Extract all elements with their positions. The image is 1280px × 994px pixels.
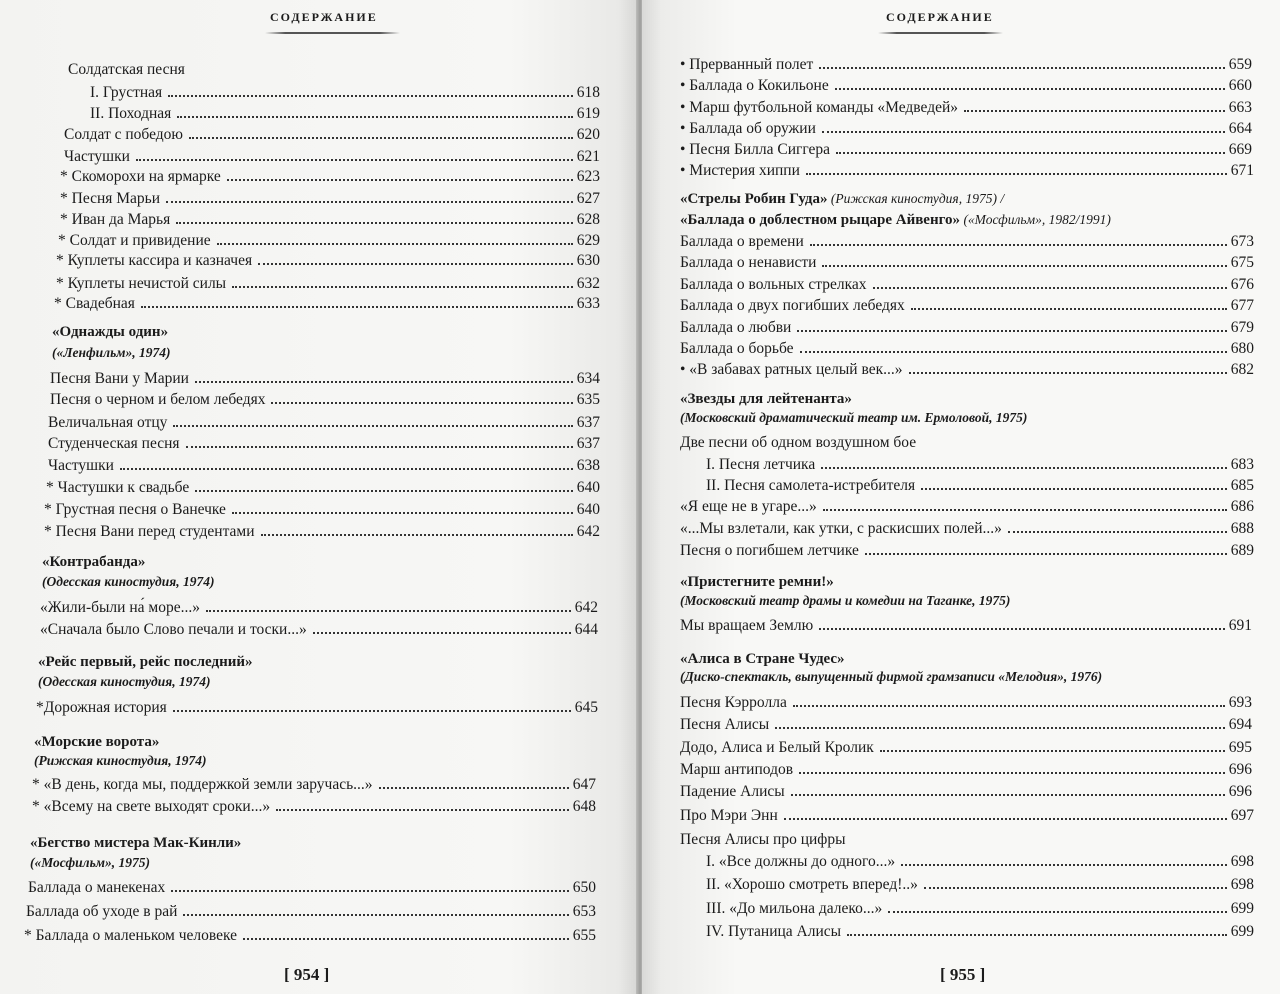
dot-leader xyxy=(775,727,1225,729)
toc-entry xyxy=(680,98,1252,119)
entry-title: Песня о погибшем летчике xyxy=(680,542,859,559)
entry-title: Частушки xyxy=(48,457,114,474)
toc-entry xyxy=(680,232,1254,253)
dot-leader xyxy=(793,705,1225,707)
toc-entry xyxy=(56,274,600,295)
toc-entry xyxy=(680,782,1252,803)
entry-title: * Баллада о маленьком человеке xyxy=(24,927,238,944)
entry-page-number: 682 xyxy=(1230,361,1254,378)
dot-leader xyxy=(924,887,1227,889)
entry-title: Две песни об одном воздушном бое xyxy=(680,434,917,451)
entry-title: * «В день, когда мы, поддержкой земли заручась...» xyxy=(32,776,373,793)
entry-page-number: 698 xyxy=(1230,876,1254,893)
dot-leader xyxy=(186,446,573,448)
dot-leader xyxy=(141,306,573,308)
toc-entry xyxy=(680,119,1252,140)
toc-entry xyxy=(40,598,598,619)
entry-page-number: 676 xyxy=(1230,276,1254,293)
entry-title: Баллада о любви xyxy=(680,319,792,336)
entry-page-number: 640 xyxy=(576,501,600,518)
entry-page-number: 637 xyxy=(576,435,600,452)
toc-entry xyxy=(26,902,596,923)
entry-page-number: 696 xyxy=(1228,783,1252,800)
section-subtitle: («Ленфильм», 1974) xyxy=(52,345,171,360)
entry-page-number: 696 xyxy=(1228,761,1252,778)
entry-page-number: 688 xyxy=(1230,520,1254,537)
dot-leader xyxy=(195,381,573,383)
dot-leader xyxy=(177,116,572,118)
entry-page-number: 677 xyxy=(1230,297,1254,314)
toc-entry xyxy=(680,693,1252,714)
toc-entry xyxy=(56,251,600,272)
entry-title: «Сначала было Слово печали и тоски...» xyxy=(40,621,307,638)
dot-leader xyxy=(800,351,1227,353)
entry-title: * Песня Вани перед студентами xyxy=(44,523,255,540)
entry-title: «...Мы взлетали, как утки, с раскисших полей...» xyxy=(680,520,1002,537)
toc-entry xyxy=(680,296,1254,317)
toc-entry xyxy=(706,899,1254,920)
section-heading xyxy=(42,553,145,572)
entry-title: * Иван да Марья xyxy=(60,211,171,228)
dot-leader xyxy=(1008,531,1227,533)
entry-page-number: 621 xyxy=(576,148,600,165)
entry-title: Баллада о двух погибших лебедях xyxy=(680,297,905,314)
toc-entry xyxy=(680,161,1254,182)
dot-leader xyxy=(227,179,573,181)
entry-title: • Марш футбольной команды «Медведей» xyxy=(680,99,959,116)
dot-leader xyxy=(176,222,573,224)
entry-page-number: 691 xyxy=(1228,617,1252,634)
section-subtitle: (Рижская киностудия, 1974) xyxy=(34,753,207,768)
entry-title: II. «Хорошо смотреть вперед!..» xyxy=(706,876,918,893)
entry-page-number: 628 xyxy=(576,211,600,228)
toc-entry xyxy=(706,852,1254,873)
entry-page-number: 647 xyxy=(572,776,596,793)
entry-page-number: 699 xyxy=(1230,923,1254,940)
toc-entry xyxy=(58,231,600,252)
entry-title: * «Всему на свете выходят сроки...» xyxy=(32,798,271,815)
section-title: «Однажды один» xyxy=(52,324,169,340)
entry-page-number: 618 xyxy=(576,84,600,101)
entry-page-number: 683 xyxy=(1230,456,1254,473)
dot-leader xyxy=(258,263,573,265)
entry-title: * Песня Марьи xyxy=(60,190,161,207)
entry-title: Падение Алисы xyxy=(680,783,785,800)
section-title: «Контрабанда» xyxy=(42,554,146,570)
entry-page-number: 630 xyxy=(576,252,600,269)
toc-entry xyxy=(64,147,600,168)
entry-title: Песня Кэрролла xyxy=(680,694,787,711)
dot-leader xyxy=(865,553,1227,555)
dot-leader xyxy=(784,818,1227,820)
section-heading xyxy=(680,210,1111,230)
entry-title: Баллада о вольных стрелках xyxy=(680,276,867,293)
entry-page-number: 650 xyxy=(572,879,596,896)
entry-page-number: 644 xyxy=(574,621,598,638)
entry-page-number: 697 xyxy=(1230,807,1254,824)
entry-title: II. Песня самолета-истребителя xyxy=(706,477,916,494)
toc-entry xyxy=(680,275,1254,296)
entry-title: I. «Все должны до одного...» xyxy=(706,853,896,870)
entry-title: III. «До мильона далеко...» xyxy=(706,900,883,917)
entry-title: II. Походная xyxy=(90,105,172,122)
dot-leader xyxy=(822,131,1225,133)
dot-leader xyxy=(232,512,573,514)
toc-entry xyxy=(680,541,1254,562)
section-title: «Бегство мистера Мак-Кинли» xyxy=(30,835,242,851)
entry-page-number: 694 xyxy=(1228,716,1252,733)
dot-leader xyxy=(379,787,569,789)
dot-leader xyxy=(173,425,572,427)
toc-entry xyxy=(680,806,1254,827)
dot-leader xyxy=(823,509,1227,511)
entry-page-number: 675 xyxy=(1230,254,1254,271)
entry-title: • Песня Билла Сиггера xyxy=(680,141,831,158)
section-note: («Мосфильм», 1982/1991) xyxy=(960,212,1111,227)
entry-page-number: 699 xyxy=(1230,900,1254,917)
entry-title: Марш антиподов xyxy=(680,761,794,778)
toc-entry xyxy=(28,878,596,899)
toc-entry xyxy=(46,478,600,499)
toc-entry xyxy=(60,167,600,188)
entry-title: * Грустная песня о Ванечке xyxy=(44,501,226,518)
dot-leader xyxy=(806,173,1227,175)
toc-entry xyxy=(706,875,1254,896)
entry-page-number: 680 xyxy=(1230,340,1254,357)
section-heading xyxy=(680,650,845,669)
toc-entry xyxy=(50,390,600,411)
entry-page-number: 655 xyxy=(572,927,596,944)
toc-entry xyxy=(680,760,1252,781)
running-head: СОДЕРЖАНИЕ xyxy=(270,10,378,24)
toc-entry xyxy=(68,60,608,81)
dot-leader xyxy=(921,488,1227,490)
toc-entry xyxy=(60,189,600,210)
entry-title: «Жили-были на́ море...» xyxy=(40,599,200,616)
entry-title: Песня Алисы про цифры xyxy=(680,831,846,848)
entry-title: I. Песня летчика xyxy=(706,456,816,473)
toc-entry xyxy=(48,434,600,455)
entry-title: «Я еще не в угаре...» xyxy=(680,498,817,515)
entry-page-number: 664 xyxy=(1228,120,1252,137)
dot-leader xyxy=(810,244,1227,246)
entry-page-number: 629 xyxy=(576,232,600,249)
entry-title: • «В забавах ратных целый век...» xyxy=(680,361,903,378)
entry-title: * Солдат и привидение xyxy=(58,232,211,249)
section-title: «Баллада о доблестном рыцаре Айвенго» xyxy=(680,212,961,228)
toc-entry xyxy=(32,797,596,818)
entry-title: * Частушки к свадьбе xyxy=(46,479,190,496)
entry-page-number: 632 xyxy=(576,275,600,292)
entry-page-number: 685 xyxy=(1230,477,1254,494)
entry-title: • Мистерия хиппи xyxy=(680,162,800,179)
toc-entry xyxy=(680,715,1252,736)
entry-page-number: 619 xyxy=(576,105,600,122)
dot-leader xyxy=(206,610,571,612)
entry-title: • Прерванный полет xyxy=(680,56,814,73)
entry-page-number: 623 xyxy=(576,168,600,185)
dot-leader xyxy=(901,864,1227,866)
section-title: «Звезды для лейтенанта» xyxy=(680,391,852,407)
entry-title: * Скоморохи на ярмарке xyxy=(60,168,221,185)
section-heading xyxy=(30,834,241,853)
toc-entry xyxy=(680,433,1254,454)
page-number: [ 955 ] xyxy=(940,965,986,984)
toc-entry xyxy=(680,339,1254,360)
entry-title: Мы вращаем Землю xyxy=(680,617,814,634)
dot-leader xyxy=(819,628,1225,630)
entry-page-number: 638 xyxy=(576,457,600,474)
running-head-rule xyxy=(878,32,1003,34)
dot-leader xyxy=(217,243,573,245)
section-subtitle: («Мосфильм», 1975) xyxy=(30,855,150,870)
section-heading xyxy=(52,323,168,342)
toc-entry xyxy=(36,698,598,719)
toc-entry xyxy=(48,413,600,434)
entry-page-number: 659 xyxy=(1228,56,1252,73)
entry-page-number: 640 xyxy=(576,479,600,496)
entry-title: Песня Вани у Марии xyxy=(50,370,189,387)
entry-page-number: 669 xyxy=(1228,141,1252,158)
entry-title: Студенческая песня xyxy=(48,435,180,452)
toc-entry xyxy=(50,369,600,390)
dot-leader xyxy=(888,911,1226,913)
entry-title: Величальная отцу xyxy=(48,414,168,431)
entry-page-number: 653 xyxy=(572,903,596,920)
dot-leader xyxy=(232,286,573,288)
entry-page-number: 679 xyxy=(1230,319,1254,336)
dot-leader xyxy=(797,330,1226,332)
entry-page-number: 698 xyxy=(1230,853,1254,870)
dot-leader xyxy=(195,490,573,492)
dot-leader xyxy=(799,772,1225,774)
entry-page-number: 620 xyxy=(576,126,600,143)
dot-leader xyxy=(168,95,573,97)
section-title: «Пристегните ремни!» xyxy=(680,574,834,590)
toc-entry xyxy=(44,500,600,521)
dot-leader xyxy=(909,372,1227,374)
entry-title: Песня Алисы xyxy=(680,716,770,733)
entry-page-number: 642 xyxy=(574,599,598,616)
entry-title: *Дорожная история xyxy=(36,699,167,716)
entry-title: * Свадебная xyxy=(54,295,135,312)
section-heading xyxy=(680,189,1004,209)
dot-leader xyxy=(261,534,573,536)
entry-title: Солдатская песня xyxy=(68,61,185,78)
entry-page-number: 637 xyxy=(576,414,600,431)
section-subtitle: (Одесская киностудия, 1974) xyxy=(38,674,211,689)
toc-entry xyxy=(680,519,1254,540)
section-title: «Рейс первый, рейс последний» xyxy=(38,654,253,670)
dot-leader xyxy=(243,938,569,940)
section-title: «Стрелы Робин Гуда» xyxy=(680,191,828,207)
dot-leader xyxy=(183,914,568,916)
entry-title: Додо, Алиса и Белый Кролик xyxy=(680,739,874,756)
page-number: [ 954 ] xyxy=(284,965,330,984)
toc-entry xyxy=(44,522,600,543)
dot-leader xyxy=(171,890,569,892)
entry-title: * Куплеты кассира и казначея xyxy=(56,252,253,269)
left-page xyxy=(0,0,638,994)
dot-leader xyxy=(276,809,569,811)
dot-leader xyxy=(136,159,573,161)
section-note: (Рижская киностудия, 1975) / xyxy=(827,191,1005,206)
section-subtitle: (Московский драматический театр им. Ермоловой, 1975) xyxy=(680,410,1028,425)
dot-leader xyxy=(835,88,1225,90)
entry-page-number: 671 xyxy=(1230,162,1254,179)
dot-leader xyxy=(173,710,571,712)
entry-title: Баллада о манекенах xyxy=(28,879,166,896)
toc-entry xyxy=(24,926,596,947)
dot-leader xyxy=(821,467,1227,469)
entry-title: • Баллада о Кокильоне xyxy=(680,77,829,94)
entry-page-number: 689 xyxy=(1230,542,1254,559)
entry-title: * Куплеты нечистой силы xyxy=(56,275,227,292)
section-subtitle: (Московский театр драмы и комедии на Таганке, 1975) xyxy=(680,593,1011,608)
entry-title: Песня о черном и белом лебедях xyxy=(50,391,266,408)
running-head-rule xyxy=(265,32,400,34)
entry-title: Частушки xyxy=(64,148,130,165)
toc-entry xyxy=(54,294,600,315)
entry-title: Солдат с победою xyxy=(64,126,184,143)
toc-entry xyxy=(680,253,1254,274)
dot-leader xyxy=(819,67,1224,69)
toc-entry xyxy=(706,922,1254,943)
entry-title: I. Грустная xyxy=(90,84,163,101)
running-head: СОДЕРЖАНИЕ xyxy=(886,10,994,24)
entry-title: Про Мэри Энн xyxy=(680,807,778,824)
entry-page-number: 627 xyxy=(576,190,600,207)
toc-entry xyxy=(40,620,598,641)
toc-entry xyxy=(90,104,600,125)
entry-page-number: 634 xyxy=(576,370,600,387)
dot-leader xyxy=(189,137,573,139)
toc-entry xyxy=(706,476,1254,497)
entry-page-number: 633 xyxy=(576,295,600,312)
entry-title: IV. Путаница Алисы xyxy=(706,923,842,940)
entry-title: Баллада об уходе в рай xyxy=(26,903,178,920)
dot-leader xyxy=(873,287,1227,289)
entry-page-number: 648 xyxy=(572,798,596,815)
section-subtitle: (Одесская киностудия, 1974) xyxy=(42,574,215,589)
entry-title: Баллада о времени xyxy=(680,233,804,250)
toc-entry xyxy=(32,775,596,796)
toc-entry xyxy=(680,738,1252,759)
entry-page-number: 673 xyxy=(1230,233,1254,250)
entry-page-number: 686 xyxy=(1230,498,1254,515)
toc-entry xyxy=(60,210,600,231)
section-heading xyxy=(680,573,834,592)
toc-entry xyxy=(680,76,1252,97)
toc-entry xyxy=(680,360,1254,381)
dot-leader xyxy=(166,201,573,203)
dot-leader xyxy=(911,308,1227,310)
section-heading xyxy=(34,733,159,752)
dot-leader xyxy=(836,152,1225,154)
entry-page-number: 695 xyxy=(1228,739,1252,756)
toc-entry xyxy=(680,55,1252,76)
toc-entry xyxy=(680,616,1252,637)
entry-title: • Баллада об оружии xyxy=(680,120,816,137)
dot-leader xyxy=(847,934,1227,936)
toc-entry xyxy=(64,125,600,146)
dot-leader xyxy=(120,468,573,470)
dot-leader xyxy=(964,110,1225,112)
dot-leader xyxy=(313,632,571,634)
section-heading xyxy=(38,653,253,672)
toc-entry xyxy=(680,830,1254,851)
dot-leader xyxy=(791,794,1225,796)
entry-title: Баллада о ненависти xyxy=(680,254,817,271)
dot-leader xyxy=(822,265,1226,267)
toc-entry xyxy=(48,456,600,477)
section-title: «Алиса в Стране Чудес» xyxy=(680,651,845,667)
toc-entry xyxy=(90,83,600,104)
entry-title: Баллада о борьбе xyxy=(680,340,794,357)
entry-page-number: 693 xyxy=(1228,694,1252,711)
entry-page-number: 660 xyxy=(1228,77,1252,94)
dot-leader xyxy=(880,750,1225,752)
toc-entry xyxy=(680,318,1254,339)
toc-entry xyxy=(680,497,1254,518)
section-title: «Морские ворота» xyxy=(34,734,160,750)
toc-entry xyxy=(706,455,1254,476)
section-subtitle: (Диско-спектакль, выпущенный фирмой грамзаписи «Мелодия», 1976) xyxy=(680,669,1103,684)
entry-page-number: 635 xyxy=(576,391,600,408)
entry-page-number: 663 xyxy=(1228,99,1252,116)
dot-leader xyxy=(271,402,572,404)
entry-page-number: 642 xyxy=(576,523,600,540)
section-heading xyxy=(680,390,852,409)
entry-page-number: 645 xyxy=(574,699,598,716)
right-page xyxy=(642,0,1280,994)
toc-entry xyxy=(680,140,1252,161)
